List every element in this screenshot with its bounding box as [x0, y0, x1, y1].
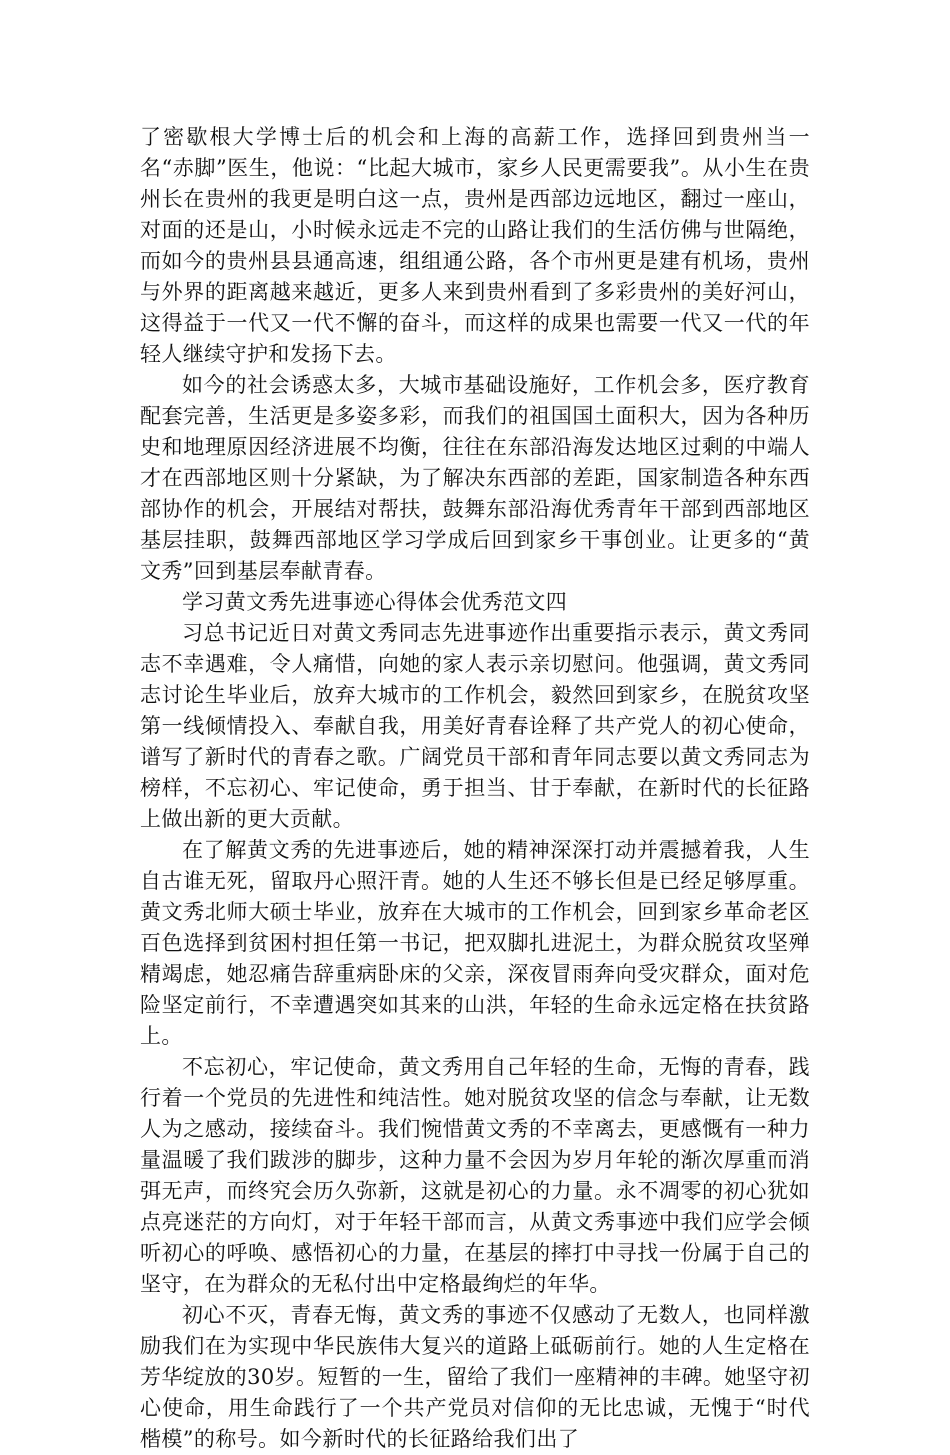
- paragraph: 在了解黄文秀的先进事迹后，她的精神深深打动并震撼着我，人生自古谁无死，留取丹心照汗青。她的人生还不够长但是已经足够厚重。黄文秀北师大硕士毕业，放弃在大城市的工作机会，回到家乡革命老区百色选择到贫困村担任第一书记，把双脚扎进泥土，为群众脱贫攻坚殚精竭虑，她忍痛告辞重病卧床的父亲，深夜冒雨奔向受灾群众，面对危险坚定前行，不幸遭遇突如其来的山洪，年轻的生命永远定格在扶贫路上。: [140, 838, 810, 1048]
- section-title: 学习黄文秀先进事迹心得体会优秀范文四: [182, 590, 568, 614]
- paragraph: 不忘初心，牢记使命，黄文秀用自己年轻的生命，无悔的青春，践行着一个党员的先进性和纯洁性。她对脱贫攻坚的信念与奉献，让无数人为之感动，接续奋斗。我们惋惜黄文秀的不幸离去，更感慨有一种力量温暖了我们跋涉的脚步，这种力量不会因为岁月年轮的渐次厚重而消弭无声，而终究会历久弥新，这就是初心的力量。永不凋零的初心犹如点亮迷茫的方向灯，对于年轻干部而言，从黄文秀事迹中我们应学会倾听初心的呼唤、感悟初心的力量，在基层的摔打中寻找一份属于自己的坚守，在为群众的无私付出中定格最绚烂的年华。: [140, 1055, 810, 1296]
- paragraph-continued: 了密歇根大学博士后的机会和上海的高薪工作，选择回到贵州当一名“赤脚”医生，他说：“比起大城市，家乡人民更需要我”。从小生在贵州长在贵州的我更是明白这一点，贵州是西部边远地区，翻过一座山，对面的还是山，小时候永远走不完的山路让我们的生活仿佛与世隔绝，而如今的贵州县县通高速，组组通公路，各个市州更是建有机场，贵州与外界的距离越来越近，更多人来到贵州看到了多彩贵州的美好河山，这得益于一代又一代不懈的奋斗，而这样的成果也需要一代又一代的年轻人继续守护和发扬下去。: [140, 125, 810, 366]
- paragraph: 初心不灭，青春无悔，黄文秀的事迹不仅感动了无数人，也同样激励我们在为实现中华民族伟大复兴的道路上砥砺前行。她的人生定格在芳华绽放的30岁。短暂的一生，留给了我们一座精神的丰碑。她坚守初心使命，用生命践行了一个共产党员对信仰的无比忠诚，无愧于“时代楷模”的称号。如今新时代的长征路给我们出了: [140, 1303, 810, 1451]
- paragraph: 如今的社会诱惑太多，大城市基础设施好，工作机会多，医疗教育配套完善，生活更是多姿多彩，而我们的祖国国土面积大，因为各种历史和地理原因经济进展不均衡，往往在东部沿海发达地区过剩的中端人才在西部地区则十分紧缺，为了解决东西部的差距，国家制造各种东西部协作的机会，开展结对帮扶，鼓舞东部沿海优秀青年干部到西部地区基层挂职，鼓舞西部地区学习学成后回到家乡干事创业。让更多的“黄文秀”回到基层奉献青春。: [140, 373, 810, 583]
- document-body: [140, 122, 810, 1455]
- paragraph: 习总书记近日对黄文秀同志先进事迹作出重要指示表示，黄文秀同志不幸遇难，令人痛惜，向她的家人表示亲切慰问。他强调，黄文秀同志讨论生毕业后，放弃大城市的工作机会，毅然回到家乡，在脱贫攻坚第一线倾情投入、奉献自我，用美好青春诠释了共产党人的初心使命，谱写了新时代的青春之歌。广阔党员干部和青年同志要以黄文秀同志为榜样，不忘初心、牢记使命，勇于担当、甘于奉献，在新时代的长征路上做出新的更大贡献。: [140, 621, 810, 831]
